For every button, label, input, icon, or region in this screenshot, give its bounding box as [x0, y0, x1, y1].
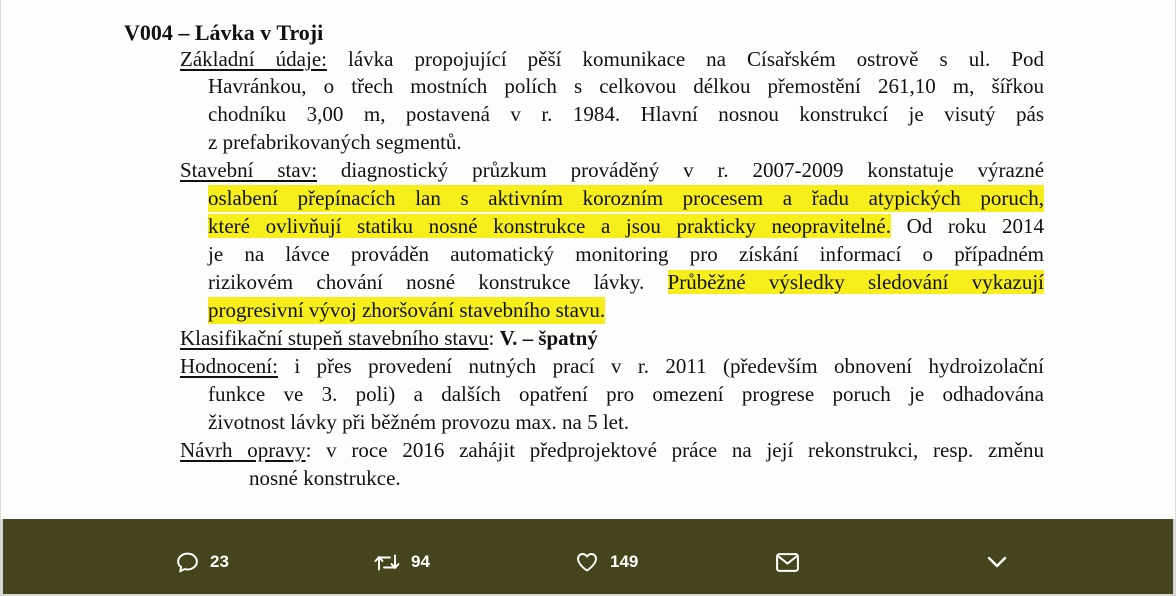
repair-text: v roce 2016 zahájit předprojektové práce na její rekonstrukci, resp. změnu: [311, 438, 1044, 462]
reply-button[interactable]: [175, 549, 229, 575]
classification-value: V. – špatný: [499, 326, 598, 350]
repair-line-1: [180, 437, 1044, 464]
like-count: 149: [610, 552, 639, 571]
evaluation-line-2: funkce ve 3. poli) a dalších opatření pro omezení progrese poruch je odhadována: [208, 382, 1044, 406]
document-title: V004 – Lávka v Troji: [124, 20, 324, 45]
reply-count: 23: [210, 552, 229, 571]
condition-text-plain: rizikovém chování nosné konstrukce lávky.: [208, 270, 668, 294]
retweet-button[interactable]: [373, 549, 430, 575]
evaluation-label: Hodnocení:: [180, 354, 278, 378]
basic-data-line-1: [180, 46, 1044, 73]
repair-label: Návrh opravy: [180, 438, 306, 462]
condition-text: diagnostický průzkum prováděný v r. 2007-2009 konstatuje výrazné: [340, 158, 1045, 182]
condition-line-6-highlighted: progresivní vývoj zhoršování stavebního stavu.: [208, 298, 606, 322]
condition-line-1: [180, 157, 1044, 184]
retweet-count: 94: [411, 552, 430, 571]
repair-colon: :: [305, 438, 312, 462]
retweet-arrows-icon: [373, 550, 401, 575]
classification-label: Klasifikační stupeň stavebního stavu: [180, 326, 489, 350]
more-options-button[interactable]: [985, 549, 1009, 575]
basic-data-line-2: Havránkou, o třech mostních polích s celkovou délkou přemostění 261,10 m, šířkou: [208, 74, 1044, 98]
envelope-icon: [775, 552, 800, 573]
basic-data-text: lávka propojující pěší komunikace na Císařském ostrově s ul. Pod: [348, 47, 1044, 71]
speech-bubble-icon: [175, 550, 200, 575]
evaluation-line-1: [180, 353, 1044, 380]
basic-data-line-4: z prefabrikovaných segmentů.: [208, 130, 462, 154]
condition-line-5: [208, 269, 1044, 296]
basic-data-label: Základní údaje:: [180, 47, 327, 71]
highlighted-text: Průběžné výsledky sledování vykazují: [667, 270, 1044, 294]
tweet-action-bar: [0, 519, 1176, 596]
repair-line-2: nosné konstrukce.: [249, 466, 401, 490]
condition-line-4: je na lávce prováděn automatický monitoring pro získání informací o případném: [208, 242, 1044, 266]
highlighted-text: které ovlivňují statiku nosné konstrukce a jsou prakticky neopravitelné.: [208, 214, 891, 238]
heart-icon: [574, 550, 600, 574]
classification-line: [180, 325, 598, 352]
basic-data-line-3: chodníku 3,00 m, postavená v r. 1984. Hlavní nosnou konstrukcí je visutý pás: [208, 102, 1044, 126]
like-button[interactable]: [574, 549, 638, 575]
condition-text-rest: Od roku 2014: [891, 214, 1044, 238]
evaluation-line-3: životnost lávky při běžném provozu max. na 5 let.: [208, 410, 630, 434]
condition-line-3: [208, 213, 1044, 240]
chevron-down-icon: [985, 552, 1009, 572]
evaluation-text: i přes provedení nutných prací v r. 2011 (především obnovení hydroizolační: [294, 354, 1045, 378]
classification-colon: :: [488, 326, 500, 350]
condition-label: Stavební stav:: [180, 158, 318, 182]
condition-line-2-highlighted: oslabení přepínacích lan s aktivním korozním procesem a řadu atypických poruch,: [208, 186, 1044, 210]
direct-message-button[interactable]: [775, 549, 800, 575]
